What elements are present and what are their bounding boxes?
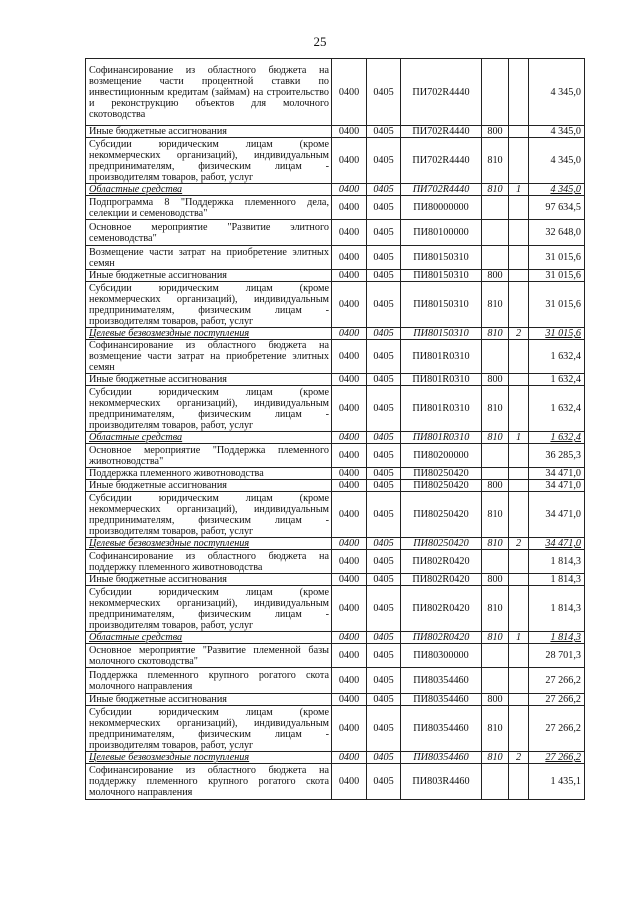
- row-amount-cell: 4 345,0: [529, 138, 585, 184]
- row-expense-type-cell: [482, 59, 509, 126]
- row-source-cell: [509, 126, 529, 138]
- row-source-cell: [509, 196, 529, 220]
- row-amount-cell: 4 345,0: [529, 59, 585, 126]
- table-row: [86, 432, 585, 444]
- row-subsection-cell: 0405: [367, 468, 401, 480]
- row-section-cell: 0400: [332, 444, 367, 468]
- row-expense-type-cell: 810: [482, 752, 509, 764]
- row-name-cell: Основное мероприятие "Развитие элитного семеноводства": [86, 220, 332, 246]
- row-source-cell: 2: [509, 538, 529, 550]
- row-subsection-cell: 0405: [367, 752, 401, 764]
- row-target-article-cell: ПИ702R4440: [401, 138, 482, 184]
- row-expense-type-cell: 810: [482, 632, 509, 644]
- row-amount-cell: 27 266,2: [529, 668, 585, 694]
- row-name-cell: Иные бюджетные ассигнования: [86, 374, 332, 386]
- row-subsection-cell: 0405: [367, 538, 401, 550]
- table-row: [86, 668, 585, 694]
- row-subsection-cell: 0405: [367, 694, 401, 706]
- table-row: [86, 220, 585, 246]
- row-expense-type-cell: 810: [482, 138, 509, 184]
- row-amount-cell: 34 471,0: [529, 492, 585, 538]
- row-subsection-cell: 0405: [367, 574, 401, 586]
- row-name-cell: Областные средства: [86, 432, 332, 444]
- row-amount-cell: 1 814,3: [529, 586, 585, 632]
- table-row: [86, 586, 585, 632]
- row-amount-cell: 1 632,4: [529, 386, 585, 432]
- table-row: [86, 550, 585, 574]
- page-number: 25: [313, 34, 327, 49]
- row-section-cell: 0400: [332, 480, 367, 492]
- row-amount-cell: 1 632,4: [529, 432, 585, 444]
- table-row: [86, 138, 585, 184]
- row-name-cell: Иные бюджетные ассигнования: [86, 694, 332, 706]
- row-expense-type-cell: 810: [482, 432, 509, 444]
- row-target-article-cell: ПИ80354460: [401, 706, 482, 752]
- table-row: [86, 340, 585, 374]
- row-source-cell: [509, 270, 529, 282]
- row-expense-type-cell: [482, 220, 509, 246]
- row-subsection-cell: 0405: [367, 270, 401, 282]
- row-section-cell: 0400: [332, 196, 367, 220]
- row-target-article-cell: ПИ801R0310: [401, 386, 482, 432]
- row-target-article-cell: ПИ802R0420: [401, 550, 482, 574]
- row-amount-cell: 31 015,6: [529, 246, 585, 270]
- row-target-article-cell: ПИ802R0420: [401, 574, 482, 586]
- row-amount-cell: 32 648,0: [529, 220, 585, 246]
- row-section-cell: 0400: [332, 468, 367, 480]
- row-amount-cell: 36 285,3: [529, 444, 585, 468]
- row-name-cell: Софинансирование из областного бюджета на поддержку племенного крупного рогатого скота молочного направления: [86, 764, 332, 800]
- table-row: [86, 374, 585, 386]
- row-section-cell: 0400: [332, 246, 367, 270]
- row-section-cell: 0400: [332, 492, 367, 538]
- row-subsection-cell: 0405: [367, 550, 401, 574]
- row-section-cell: 0400: [332, 220, 367, 246]
- row-amount-cell: 34 471,0: [529, 468, 585, 480]
- table-row: [86, 282, 585, 328]
- row-amount-cell: 27 266,2: [529, 694, 585, 706]
- row-subsection-cell: 0405: [367, 184, 401, 196]
- row-name-cell: Основное мероприятие "Развитие племенной базы молочного скотоводства": [86, 644, 332, 668]
- row-source-cell: 1: [509, 432, 529, 444]
- row-expense-type-cell: 800: [482, 374, 509, 386]
- row-subsection-cell: 0405: [367, 480, 401, 492]
- row-target-article-cell: ПИ80150310: [401, 270, 482, 282]
- row-name-cell: Целевые безвозмездные поступления: [86, 752, 332, 764]
- budget-table: [85, 58, 585, 800]
- row-subsection-cell: 0405: [367, 328, 401, 340]
- table-row: [86, 444, 585, 468]
- row-name-cell: Целевые безвозмездные поступления: [86, 538, 332, 550]
- row-name-cell: Субсидии юридическим лицам (кроме некоммерческих организаций), индивидуальным предпринимателям, физическим лицам - производителям товаров, работ, услуг: [86, 282, 332, 328]
- row-target-article-cell: ПИ801R0310: [401, 340, 482, 374]
- row-section-cell: 0400: [332, 632, 367, 644]
- row-section-cell: 0400: [332, 184, 367, 196]
- row-name-cell: Субсидии юридическим лицам (кроме некоммерческих организаций), индивидуальным предпринимателям, физическим лицам - производителям товаров, работ, услуг: [86, 706, 332, 752]
- row-amount-cell: 1 435,1: [529, 764, 585, 800]
- row-subsection-cell: 0405: [367, 586, 401, 632]
- row-expense-type-cell: [482, 550, 509, 574]
- table-row: [86, 386, 585, 432]
- row-name-cell: Иные бюджетные ассигнования: [86, 126, 332, 138]
- row-amount-cell: 31 015,6: [529, 328, 585, 340]
- row-expense-type-cell: 810: [482, 282, 509, 328]
- table-row: [86, 246, 585, 270]
- table-row: [86, 574, 585, 586]
- row-expense-type-cell: 800: [482, 694, 509, 706]
- row-subsection-cell: 0405: [367, 492, 401, 538]
- row-target-article-cell: ПИ80150310: [401, 246, 482, 270]
- table-row: [86, 706, 585, 752]
- row-subsection-cell: 0405: [367, 432, 401, 444]
- row-source-cell: [509, 246, 529, 270]
- row-expense-type-cell: 800: [482, 270, 509, 282]
- row-section-cell: 0400: [332, 59, 367, 126]
- row-subsection-cell: 0405: [367, 246, 401, 270]
- row-target-article-cell: ПИ702R4440: [401, 59, 482, 126]
- row-section-cell: 0400: [332, 706, 367, 752]
- row-name-cell: Областные средства: [86, 184, 332, 196]
- row-source-cell: [509, 59, 529, 126]
- row-expense-type-cell: [482, 468, 509, 480]
- row-target-article-cell: ПИ80250420: [401, 538, 482, 550]
- row-amount-cell: 1 814,3: [529, 574, 585, 586]
- row-source-cell: [509, 138, 529, 184]
- row-expense-type-cell: [482, 340, 509, 374]
- row-source-cell: [509, 574, 529, 586]
- row-section-cell: 0400: [332, 668, 367, 694]
- row-subsection-cell: 0405: [367, 374, 401, 386]
- row-section-cell: 0400: [332, 550, 367, 574]
- row-source-cell: [509, 480, 529, 492]
- row-amount-cell: 31 015,6: [529, 270, 585, 282]
- row-section-cell: 0400: [332, 752, 367, 764]
- row-target-article-cell: ПИ80000000: [401, 196, 482, 220]
- row-amount-cell: 1 814,3: [529, 632, 585, 644]
- row-amount-cell: 1 814,3: [529, 550, 585, 574]
- row-source-cell: [509, 586, 529, 632]
- table-row: [86, 764, 585, 800]
- row-source-cell: [509, 644, 529, 668]
- row-section-cell: 0400: [332, 270, 367, 282]
- row-name-cell: Иные бюджетные ассигнования: [86, 270, 332, 282]
- row-source-cell: 1: [509, 184, 529, 196]
- row-section-cell: 0400: [332, 574, 367, 586]
- row-expense-type-cell: 810: [482, 328, 509, 340]
- row-name-cell: Областные средства: [86, 632, 332, 644]
- row-source-cell: [509, 694, 529, 706]
- row-target-article-cell: ПИ80150310: [401, 282, 482, 328]
- table-row: [86, 632, 585, 644]
- row-name-cell: Софинансирование из областного бюджета на возмещение части затрат на приобретение элитных семян: [86, 340, 332, 374]
- row-target-article-cell: ПИ802R0420: [401, 632, 482, 644]
- row-section-cell: 0400: [332, 432, 367, 444]
- row-amount-cell: 31 015,6: [529, 282, 585, 328]
- table-row: [86, 468, 585, 480]
- row-source-cell: 2: [509, 328, 529, 340]
- row-target-article-cell: ПИ80150310: [401, 328, 482, 340]
- row-source-cell: [509, 340, 529, 374]
- row-target-article-cell: ПИ80354460: [401, 694, 482, 706]
- row-section-cell: 0400: [332, 586, 367, 632]
- table-row: [86, 752, 585, 764]
- row-amount-cell: 27 266,2: [529, 706, 585, 752]
- row-expense-type-cell: 800: [482, 574, 509, 586]
- table-row: [86, 480, 585, 492]
- row-name-cell: Субсидии юридическим лицам (кроме некоммерческих организаций), индивидуальным предпринимателям, физическим лицам - производителям товаров, работ, услуг: [86, 492, 332, 538]
- row-source-cell: 1: [509, 632, 529, 644]
- row-amount-cell: 1 632,4: [529, 374, 585, 386]
- row-subsection-cell: 0405: [367, 220, 401, 246]
- row-amount-cell: 4 345,0: [529, 184, 585, 196]
- row-source-cell: [509, 374, 529, 386]
- row-name-cell: Софинансирование из областного бюджета на возмещение части процентной ставки по инвестиционным кредитам (займам) на строительство и реконструкцию объектов для молочного скотоводства: [86, 59, 332, 126]
- table-row: [86, 492, 585, 538]
- row-source-cell: [509, 550, 529, 574]
- row-expense-type-cell: [482, 764, 509, 800]
- row-expense-type-cell: 810: [482, 386, 509, 432]
- table-row: [86, 328, 585, 340]
- row-source-cell: [509, 444, 529, 468]
- row-section-cell: 0400: [332, 764, 367, 800]
- row-source-cell: [509, 282, 529, 328]
- row-source-cell: [509, 220, 529, 246]
- row-subsection-cell: 0405: [367, 59, 401, 126]
- table-row: [86, 644, 585, 668]
- row-amount-cell: 34 471,0: [529, 480, 585, 492]
- row-name-cell: Иные бюджетные ассигнования: [86, 574, 332, 586]
- row-target-article-cell: ПИ80200000: [401, 444, 482, 468]
- row-source-cell: [509, 386, 529, 432]
- row-subsection-cell: 0405: [367, 386, 401, 432]
- row-name-cell: Софинансирование из областного бюджета на поддержку племенного животноводства: [86, 550, 332, 574]
- table-row: [86, 59, 585, 126]
- row-name-cell: Поддержка племенного крупного рогатого скота молочного направления: [86, 668, 332, 694]
- table-row: [86, 126, 585, 138]
- row-target-article-cell: ПИ80354460: [401, 752, 482, 764]
- row-target-article-cell: ПИ702R4440: [401, 184, 482, 196]
- row-name-cell: Субсидии юридическим лицам (кроме некоммерческих организаций), индивидуальным предпринимателям, физическим лицам - производителям товаров, работ, услуг: [86, 586, 332, 632]
- row-target-article-cell: ПИ702R4440: [401, 126, 482, 138]
- row-name-cell: Субсидии юридическим лицам (кроме некоммерческих организаций), индивидуальным предпринимателям, физическим лицам - производителям товаров, работ, услуг: [86, 138, 332, 184]
- row-expense-type-cell: 810: [482, 538, 509, 550]
- row-subsection-cell: 0405: [367, 644, 401, 668]
- row-target-article-cell: ПИ803R4460: [401, 764, 482, 800]
- table-row: [86, 538, 585, 550]
- row-target-article-cell: ПИ80250420: [401, 468, 482, 480]
- row-target-article-cell: ПИ801R0310: [401, 432, 482, 444]
- row-section-cell: 0400: [332, 126, 367, 138]
- row-source-cell: [509, 706, 529, 752]
- row-subsection-cell: 0405: [367, 706, 401, 752]
- row-target-article-cell: ПИ80300000: [401, 644, 482, 668]
- row-amount-cell: 27 266,2: [529, 752, 585, 764]
- row-target-article-cell: ПИ80100000: [401, 220, 482, 246]
- row-target-article-cell: ПИ802R0420: [401, 586, 482, 632]
- row-target-article-cell: ПИ80250420: [401, 480, 482, 492]
- row-target-article-cell: ПИ80250420: [401, 492, 482, 538]
- row-subsection-cell: 0405: [367, 138, 401, 184]
- row-expense-type-cell: 810: [482, 706, 509, 752]
- row-expense-type-cell: 800: [482, 126, 509, 138]
- row-expense-type-cell: [482, 644, 509, 668]
- row-expense-type-cell: 810: [482, 184, 509, 196]
- row-target-article-cell: ПИ80354460: [401, 668, 482, 694]
- row-subsection-cell: 0405: [367, 444, 401, 468]
- row-name-cell: Поддержка племенного животноводства: [86, 468, 332, 480]
- row-section-cell: 0400: [332, 644, 367, 668]
- row-amount-cell: 28 701,3: [529, 644, 585, 668]
- row-section-cell: 0400: [332, 694, 367, 706]
- row-subsection-cell: 0405: [367, 764, 401, 800]
- row-expense-type-cell: 810: [482, 492, 509, 538]
- row-section-cell: 0400: [332, 386, 367, 432]
- row-expense-type-cell: 800: [482, 480, 509, 492]
- row-name-cell: Основное мероприятие "Поддержка племенного животноводства": [86, 444, 332, 468]
- row-source-cell: [509, 468, 529, 480]
- row-source-cell: [509, 668, 529, 694]
- row-source-cell: [509, 492, 529, 538]
- row-section-cell: 0400: [332, 340, 367, 374]
- table-row: [86, 196, 585, 220]
- row-subsection-cell: 0405: [367, 668, 401, 694]
- row-amount-cell: 4 345,0: [529, 126, 585, 138]
- row-name-cell: Целевые безвозмездные поступления: [86, 328, 332, 340]
- row-section-cell: 0400: [332, 328, 367, 340]
- row-name-cell: Субсидии юридическим лицам (кроме некоммерческих организаций), индивидуальным предпринимателям, физическим лицам - производителям товаров, работ, услуг: [86, 386, 332, 432]
- row-name-cell: Иные бюджетные ассигнования: [86, 480, 332, 492]
- row-expense-type-cell: [482, 668, 509, 694]
- row-expense-type-cell: [482, 444, 509, 468]
- row-subsection-cell: 0405: [367, 196, 401, 220]
- table-row: [86, 270, 585, 282]
- row-section-cell: 0400: [332, 374, 367, 386]
- row-section-cell: 0400: [332, 138, 367, 184]
- row-target-article-cell: ПИ801R0310: [401, 374, 482, 386]
- row-subsection-cell: 0405: [367, 126, 401, 138]
- row-section-cell: 0400: [332, 282, 367, 328]
- row-subsection-cell: 0405: [367, 340, 401, 374]
- row-source-cell: [509, 764, 529, 800]
- row-expense-type-cell: [482, 246, 509, 270]
- row-expense-type-cell: 810: [482, 586, 509, 632]
- table-row: [86, 184, 585, 196]
- row-name-cell: Подпрограмма 8 "Поддержка племенного дела, селекции и семеноводства": [86, 196, 332, 220]
- row-amount-cell: 1 632,4: [529, 340, 585, 374]
- row-name-cell: Возмещение части затрат на приобретение элитных семян: [86, 246, 332, 270]
- row-subsection-cell: 0405: [367, 632, 401, 644]
- row-amount-cell: 97 634,5: [529, 196, 585, 220]
- table-row: [86, 694, 585, 706]
- row-amount-cell: 34 471,0: [529, 538, 585, 550]
- row-expense-type-cell: [482, 196, 509, 220]
- row-source-cell: 2: [509, 752, 529, 764]
- row-section-cell: 0400: [332, 538, 367, 550]
- row-subsection-cell: 0405: [367, 282, 401, 328]
